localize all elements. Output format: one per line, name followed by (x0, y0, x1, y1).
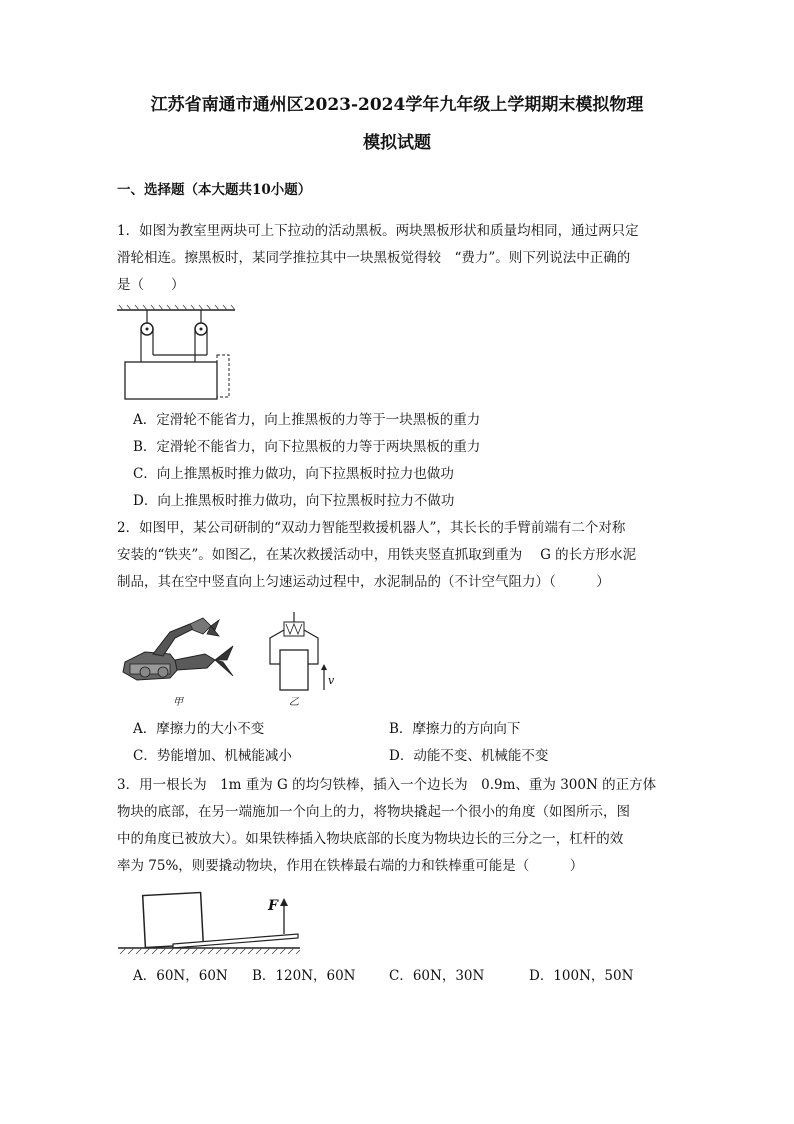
q1-option-b[interactable]: B．定滑轮不能省力，向下拉黑板的力等于两块黑板的重力 (133, 439, 481, 455)
q2-stem-line3: 制品，其在空中竖直向上匀速运动过程中，水泥制品的（不计空气阻力）（ ） (117, 574, 610, 590)
q1-stem-line2: 滑轮相连。擦黑板时，某同学推拉其中一块黑板觉得较 “费力”。则下列说法中正确的 (117, 250, 631, 266)
section-heading: 一、选择题（本大题共10小题） (117, 182, 312, 198)
q2-stem-line1: 2．如图甲，某公司研制的“双动力智能型救援机器人”，其长长的手臂前端有二个对称 (117, 520, 626, 536)
q3-stem-line1: 3．用一根长为 1m 重为 G 的均匀铁棒，插入一个边长为 0.9m、重为 300N 的正方体 (117, 777, 657, 793)
doc-title-line2: 模拟试题 (363, 133, 431, 153)
doc-title-line1: 江苏省南通市通州区2023-2024学年九年级上学期期末模拟物理 (150, 95, 644, 115)
q2-velocity-label: v (328, 674, 335, 687)
q1-stem-line1: 1．如图为教室里两块可上下拉动的活动黑板。两块黑板形状和质量均相同，通过两只定 (117, 223, 639, 239)
q3-option-c[interactable]: C．60N，30N (389, 968, 485, 984)
q3-stem-line2: 物块的底部，在另一端施加一个向上的力，将物块撬起一个很小的角度（如图所示，图 (117, 804, 630, 820)
q1-stem-line3: 是（ ） (117, 277, 185, 293)
q3-stem-line4: 率为 75%，则要撬动物块，作用在铁棒最右端的力和铁棒重可能是（ ） (117, 858, 584, 874)
q3-stem-line3: 中的角度已被放大）。如果铁棒插入物块底部的长度为物块边长的三分之一，杠杆的效 (117, 831, 624, 847)
q2-robot-figure (115, 612, 240, 690)
q2-option-d[interactable]: D．动能不变、机械能不变 (389, 748, 549, 764)
q1-option-d[interactable]: D．向上推黑板时推力做功，向下拉黑板时拉力不做功 (133, 493, 455, 509)
q2-option-b[interactable]: B．摩擦力的方向向下 (389, 721, 521, 737)
q1-option-c[interactable]: C．向上推黑板时推力做功，向下拉黑板时拉力也做功 (133, 466, 454, 482)
q2-figure-label-right: 乙 (289, 697, 299, 708)
q2-option-a[interactable]: A．摩擦力的大小不变 (133, 721, 265, 737)
q3-option-d[interactable]: D．100N，50N (529, 968, 634, 984)
q1-pulley-blackboard-figure (117, 305, 237, 403)
q3-option-a[interactable]: A．60N，60N (133, 968, 228, 984)
q3-force-label: F (268, 898, 278, 914)
q3-option-b[interactable]: B．120N，60N (252, 968, 356, 984)
q2-figure-label-left: 甲 (173, 697, 183, 708)
q1-option-a[interactable]: A．定滑轮不能省力，向上推黑板的力等于一块黑板的重力 (133, 412, 481, 428)
q2-option-c[interactable]: C．势能增加、机械能减小 (133, 748, 292, 764)
q2-stem-line2: 安装的“铁夹”。如图乙，在某次救援活动中，用铁夹竖直抓取到重为 G 的长方形水泥 (117, 547, 637, 563)
q2-clamp-figure (262, 612, 352, 692)
